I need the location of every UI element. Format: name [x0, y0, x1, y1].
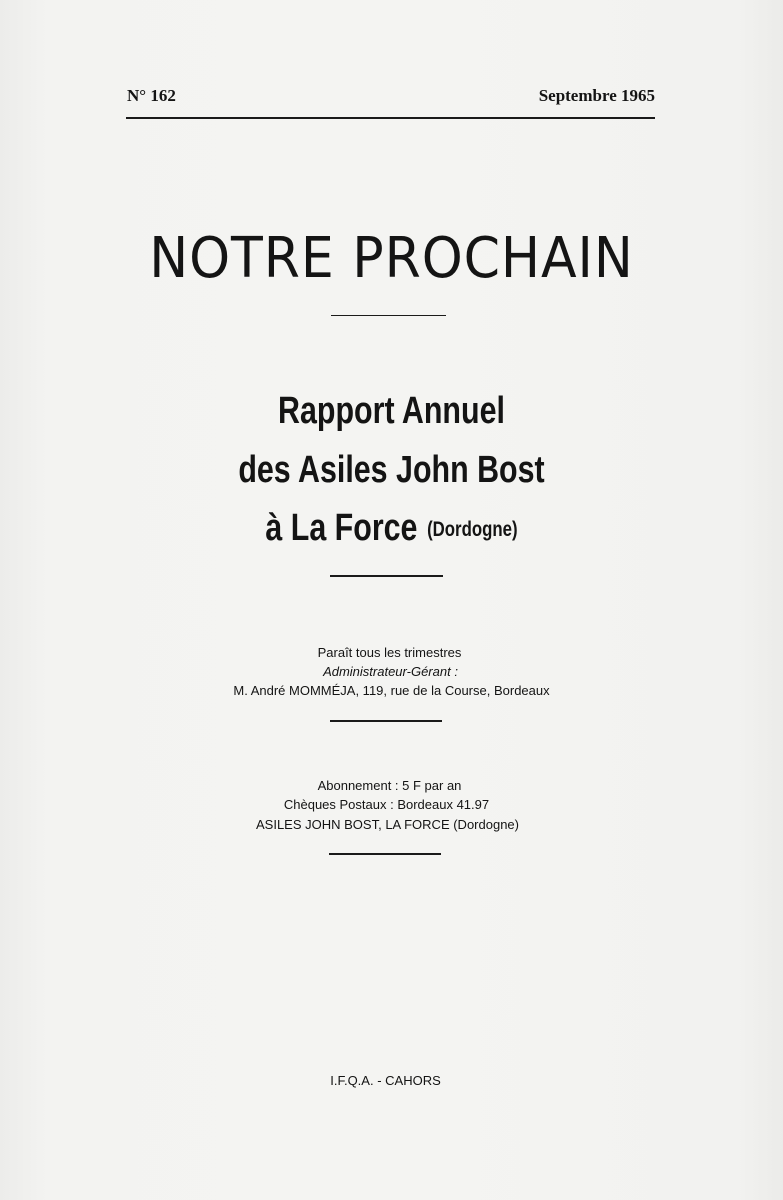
issue-number: N° 162 — [127, 86, 176, 105]
title-divider — [331, 315, 446, 316]
subtitle-line-2: des Asiles John Bost — [238, 449, 545, 491]
subtitle-place: à La Force — [265, 507, 418, 549]
section-divider-1 — [330, 575, 443, 577]
section-divider-3 — [329, 853, 441, 855]
publisher-address: ASILES JOHN BOST, LA FORCE (Dordogne) — [256, 817, 519, 832]
subtitle-line-3 — [78, 507, 704, 550]
subscription-price: Abonnement : 5 F par an — [317, 778, 462, 793]
printer-credit: I.F.Q.A. - CAHORS — [330, 1073, 441, 1088]
manager-text: M. André MOMMÉJA, 119, rue de la Course, Bordeaux — [233, 683, 550, 698]
subtitle-region: (Dordogne) — [427, 518, 518, 541]
issue-date: Septembre 1965 — [538, 86, 655, 105]
section-divider-2 — [330, 720, 442, 722]
subtitle-line-1: Rapport Annuel — [278, 390, 505, 432]
frequency-text: Paraît tous les trimestres — [317, 645, 462, 660]
header-rule — [126, 117, 655, 119]
role-text: Administrateur-Gérant : — [323, 664, 458, 679]
page-title: NOTRE PROCHAIN — [149, 226, 634, 291]
postal-account: Chèques Postaux : Bordeaux 41.97 — [283, 797, 490, 812]
